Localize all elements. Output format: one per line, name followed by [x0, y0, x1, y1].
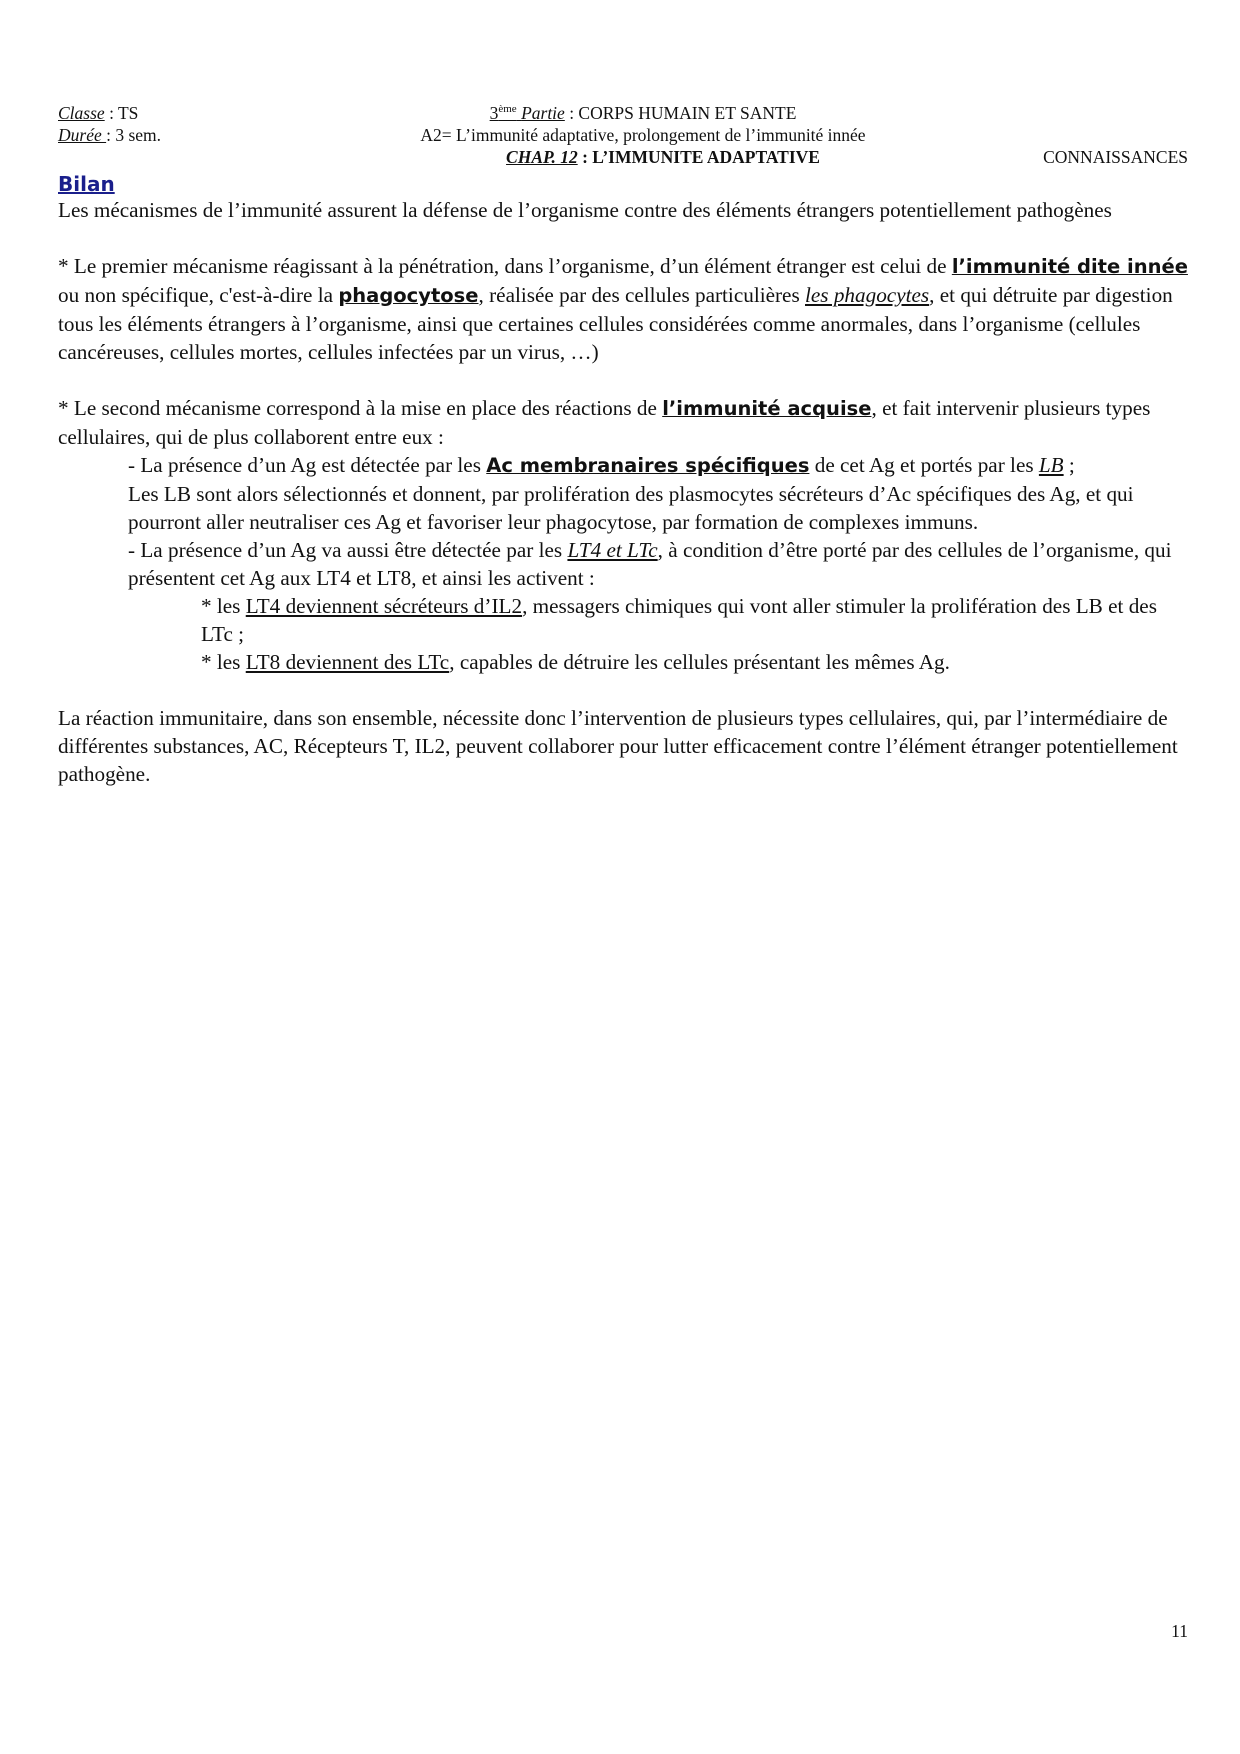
paragraph-lt8: * les LT8 deviennent des LTc, capables de détruire les cellules présentant les mêmes Ag.: [201, 650, 950, 674]
paragraph-lt: - La présence d’un Ag va aussi être détectée par les LT4 et LTc, à condition d’être porté par des cellules de l’organisme, qui présentent cet Ag aux LT4 et LT8, et ainsi les activent :: [128, 538, 1172, 590]
spacer: [58, 224, 1188, 252]
partie-title: 3ème Partie : CORPS HUMAIN ET SANTE: [489, 103, 797, 123]
duree-line: Durée : 3 sem.: [58, 125, 162, 145]
category-label: CONNAISSANCES: [1043, 147, 1188, 167]
intro-paragraph: Les mécanismes de l’immunité assurent la défense de l’organisme contre des éléments étrangers potentiellement pathogènes: [58, 198, 1112, 222]
spacer: [58, 676, 1188, 704]
paragraph-lt4: * les LT4 deviennent sécréteurs d’IL2, messagers chimiques qui vont aller stimuler la prolifération des LB et des LTc ;: [201, 594, 1157, 646]
conclusion-paragraph: La réaction immunitaire, dans son ensemble, nécessite donc l’intervention de plusieurs types cellulaires, qui, par l’intermédiaire de différentes substances, AC, Récepteurs T, IL2, peuvent collaborer pour lutter efficacement contre l’élément étranger potentiellement pathogène.: [58, 706, 1178, 786]
document-page: [58, 102, 1188, 788]
classe-line: Classe : TS: [58, 103, 139, 123]
spacer: [58, 366, 1188, 394]
section-heading: Bilan: [58, 172, 115, 196]
page-header: [58, 102, 1188, 168]
paragraph-acquired: * Le second mécanisme correspond à la mise en place des réactions de l’immunité acquise, et fait intervenir plusieurs types cellulaires, qui de plus collaborent entre eux :: [58, 396, 1151, 449]
page-number: 11: [1171, 1621, 1188, 1641]
sequence-subtitle: A2= L’immunité adaptative, prolongement de l’immunité innée: [420, 125, 866, 145]
paragraph-lb: - La présence d’un Ag est détectée par les Ac membranaires spécifiques de cet Ag et portés par les LB ; Les LB sont alors sélectionnés et donnent, par prolifération des plasmocytes sécréteurs d’Ac spécifiques des Ag, et qui pourront aller neutraliser ces Ag et favoriser leur phagocytose, par formation de complexes immuns.: [128, 453, 1134, 534]
chapter-title: CHAP. 12 : L’IMMUNITE ADAPTATIVE: [506, 147, 820, 167]
paragraph-innate: * Le premier mécanisme réagissant à la pénétration, dans l’organisme, d’un élément étranger est celui de l’immunité dite innée ou non spécifique, c'est-à-dire la phagocytose, réalisée par des cellules particulières les phagocytes, et qui détruite par digestion tous les éléments étrangers à l’organisme, ainsi que certaines cellules considérées comme anormales, dans l’organisme (cellules cancéreuses, cellules mortes, cellules infectées par un virus, …): [58, 254, 1188, 364]
